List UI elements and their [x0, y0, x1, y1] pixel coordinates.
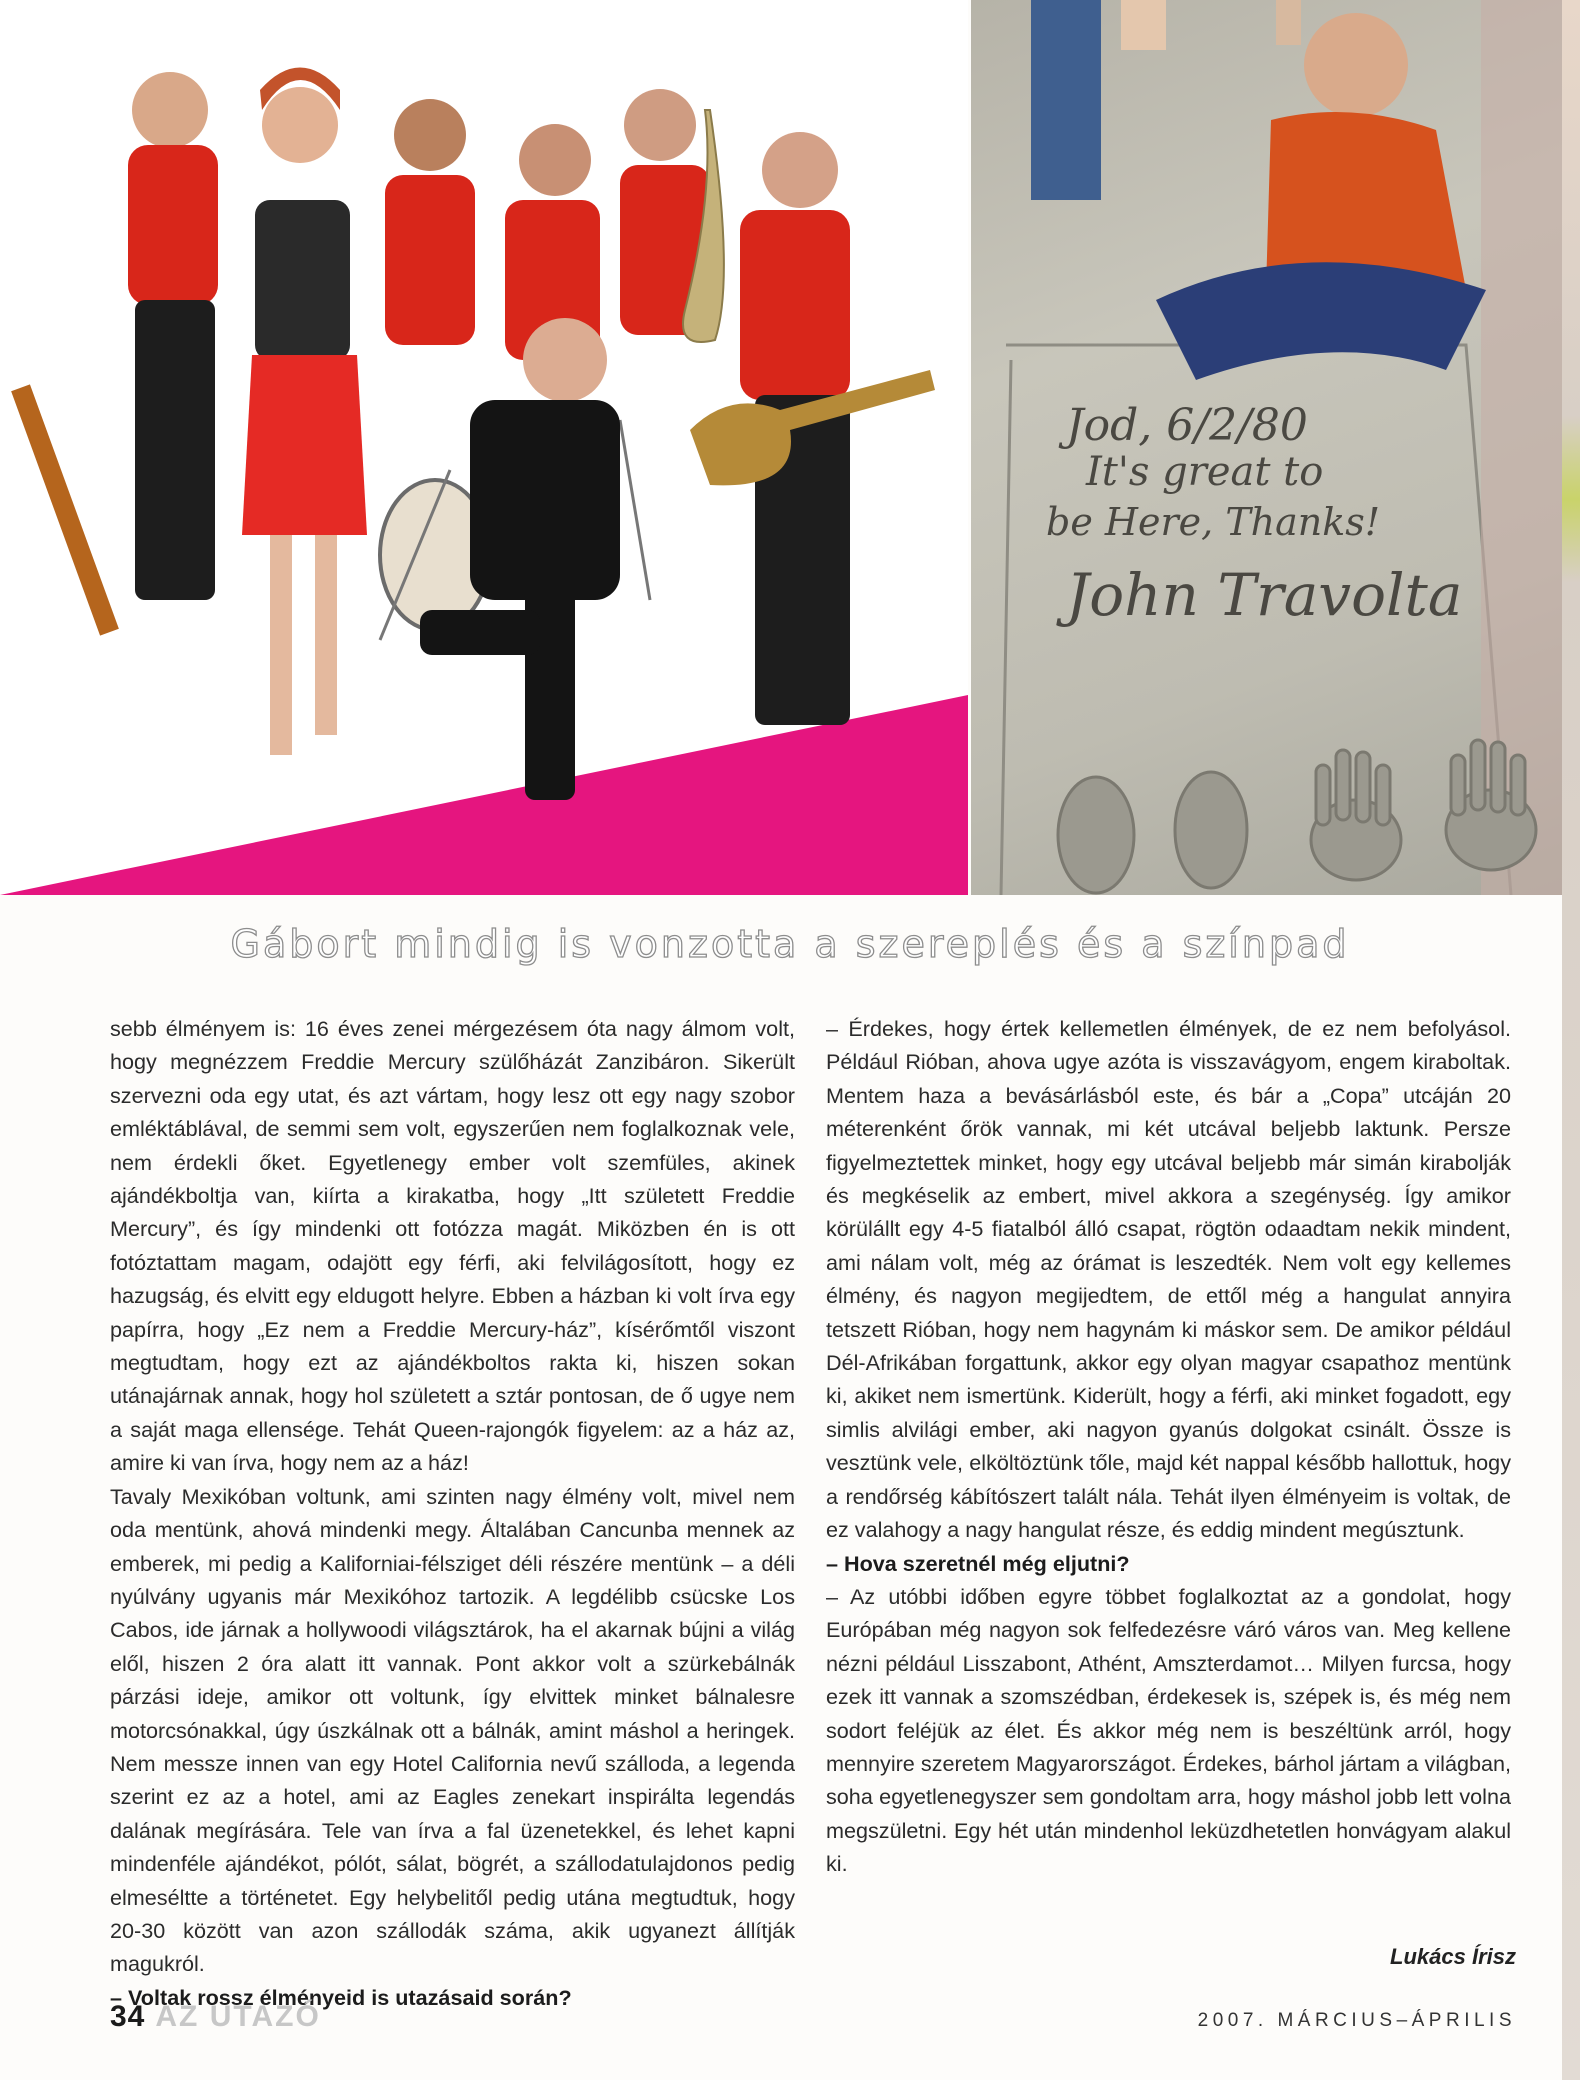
article-column-right — [826, 1012, 1511, 1881]
hollywood-handprints-photo — [971, 0, 1580, 895]
page-edge — [1562, 0, 1580, 2080]
paragraph: – Érdekes, hogy értek kellemetlen élmények, de ez nem befolyásol. Például Rióban, ahova ugye azóta is visszavágyom, engem kiraboltak. Mentem haza a bevásárlásból este, és bár a „Copa” utcáján 20 méterenként őrök vannak, mi két utcával beljebb laktunk. Persze figyelmeztettek minket, hogy egy utcával beljebb már simán kirabolják és megkéselik az embert, mivel akkora a szegénység. Így amikor körülállt egy 4-5 fiatalból álló csapat, rögtön odaadtam nekik mindent, ami nálam volt, még az órámat is leszedték. Nem volt egy kellemes élmény, és nagyon megijedtem, de ettől még a hangulat annyira tetszett Rióban, hogy nem hagynám ki máskor sem. De amikor például Dél-Afrikában forgattunk, akkor egy olyan magyar csapathoz mentünk ki, akiket nem ismertünk. Kiderült, hogy a férfi, aki minket fogadott, egy simlis alvilági ember, aki nagyon gyanús dolgokat csinált. Össze is vesztünk vele, elköltöztünk tőle, majd két nappal később hallottuk, hogy a rendőrség kábítószert talált nála. Tehát ilyen élményeim is voltak, de ez valahogy a nagy hangulat része, és eddig mindent megúsztunk. — [826, 1016, 1511, 1543]
slab-inscription-2: It's great to — [1086, 449, 1324, 495]
handprint-left — [1311, 750, 1401, 880]
author-byline: Lukács Írisz — [1390, 1944, 1516, 1969]
slab-inscription-3: be Here, Thanks! — [1046, 500, 1381, 544]
paragraph: Tavaly Mexikóban voltunk, ami szinten nagy élmény volt, mivel nem oda mentünk, ahová mindenki megy. Általában Cancunba mennek az emberek, mi pedig a Kaliforniai-félsziget déli részére mentünk – a déli nyúlvány ugyanis már Mexikóhoz tartozik. A legdélibb csücske Los Cabos, ide járnak a hollywoodi világsztárok, ha el akarnak bújni a világ elől, hiszen 2 óra alatt itt vannak. Pont akkor volt a szürkebálnák párzási ideje, amikor ott voltunk, így elvittek minket bálnalesre motorcsónakkal, úgy úszkálnak ott a bálnák, amint máshol a heringek. Nem messze innen van egy Hotel California nevű szálloda, a legenda szerint ez az a hotel, ami az Eagles zenekart inspirálta legendás dalának megírására. Tele van írva a fal üzenetekkel, és lehet kapni mindenféle ajándékot, pólót, sálat, bögrét, a szállodatulajdonos pedig elmeséltte a történetet. Egy helybelitől pedig utána megtudtuk, hogy 20-30 között van azon szállodák száma, akik ugyanezt állítják magukról. — [110, 1483, 795, 1977]
band-photo — [0, 0, 968, 895]
issue-date: 2007. MÁRCIUS–ÁPRILIS — [1197, 2010, 1516, 2031]
interview-question: – Hova szeretnél még eljutni? — [826, 1550, 1130, 1576]
band-members-illustration — [0, 0, 968, 895]
photo-area — [0, 0, 1580, 895]
paragraph: – Az utóbbi időben egyre többet foglalkoztat az a gondolat, hogy Európában még nagyon sok felfedezésre váró város van. Meg kellene nézni például Lisszabont, Athént, Amszterdamot… Milyen furcsa, hogy ezek itt vannak a szomszédban, érdekesek is, szépek is, és még nem sodort feléjük az élet. És akkor még nem is beszéltünk arról, hogy mennyire szeretem Magyarországot. Érdekes, bárhol jártam a világban, soha egyetlenegyszer sem gondoltam arra, hogy máshol jobb lett volna megszületni. Egy hét után mindenhol leküzdhetetlen honvágyam alakul ki. — [826, 1583, 1511, 1877]
pull-quote-headline: Gábort mindig is vonzotta a szereplés és a színpad — [230, 922, 1350, 966]
slab-inscription-4: John Travolta — [1066, 561, 1463, 629]
page-number: 34 — [110, 2000, 146, 2033]
slab-inscription-1: Jod, 6/2/80 — [1066, 400, 1308, 451]
handprint-right — [1446, 740, 1536, 870]
magazine-title: AZ UTAZÓ — [155, 2000, 321, 2033]
article-column-left — [110, 1012, 795, 2014]
footer-folio — [110, 2000, 321, 2034]
paragraph: sebb élményem is: 16 éves zenei mérgezésem óta nagy álmom volt, hogy megnézzem Freddie Mercury szülőházát Zanzibáron. Sikerült szervezni oda egy utat, és azt vártam, hogy lesz ott egy nagy szobor emléktáblával, de semmi sem volt, egyszerűen nem foglalkoznak vele, nem érdekli őket. Egyetlenegy ember volt szemfüles, akinek ajándékboltja van, kiírta a kirakatba, hogy „Itt született Freddie Mercury”, és így mindenki ott fotózza magát. Miközben én is ott fotóztattam magam, odajött egy férfi, aki felvilágosított, hogy ez hazugság, és elvitt egy eldugott helyre. Ebben a házban ki volt írva egy papírra, hogy „Ez nem a Freddie Mercury-ház”, kísérőmtől viszont megtudtam, hogy ezt az ajándékboltos rakta ki, hiszen sokan utánajárnak annak, hogy hol született a sztár pontosan, de ő ugye nem a saját maga ellensége. Tehát Queen-rajongók figyelem: az a ház az, amire ki van írva, hogy nem az a ház! — [110, 1016, 795, 1476]
handprint-slab-illustration — [971, 0, 1580, 895]
interview-question: – Voltak rossz élményeid is utazásaid során? — [110, 1984, 572, 2010]
